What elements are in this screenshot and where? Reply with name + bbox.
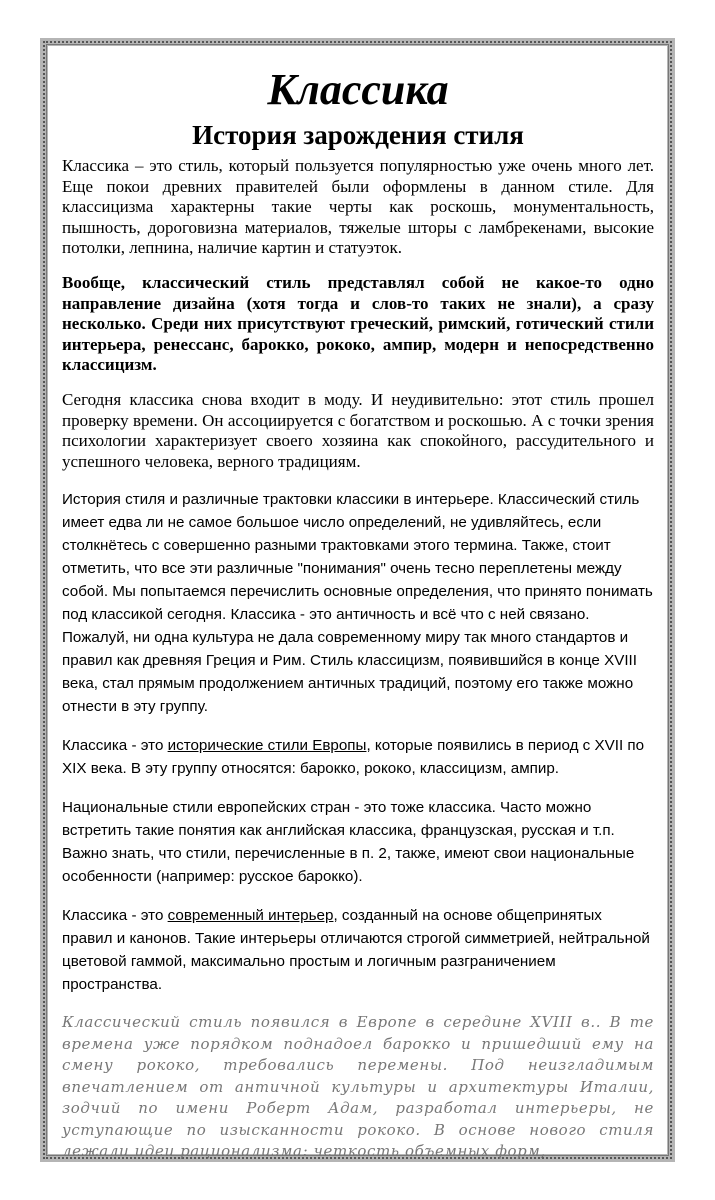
document-body [62,62,654,1163]
historical-styles-link[interactable]: исторические стили Европы [167,737,367,755]
paragraph-modern-interior [62,904,654,996]
text-after-link: , которые появились в период с XVII по XIX века. В эту группу относятся: барокко, рококо, классицизм, ампир. [62,737,645,778]
paragraph-national-styles: Национальные стили европейских стран - это тоже классика. Часто можно встретить такие понятия как английская классика, французская, русская и т.п. Важно знать, что стили, перечисленные в п. 2, также, имеют свои национальные особенности (например: русское барокко). [62,799,635,886]
page-subtitle: История зарождения стиля [192,120,524,150]
text-before-link: Классика - это [62,737,168,755]
paragraph-handwritten: Классический стиль появился в Европе в середине XVIII в.. В те времена уже порядком поднадоел барокко и пришедший ему на смену рококо, требовались перемены. Под неизгладимым впечатлением от античной культуры и архитектуры Италии, зодчий по имени Роберт Адам, разработал интерьеры, не уступающие по изысканности рококо. В основе нового стиля лежали идеи рационализма: четкость объемных форм, [62,1013,654,1161]
paragraph-historical-styles [62,734,654,780]
paragraph-today: Сегодня классика снова входит в моду. И неудивительно: этот стиль прошел проверку времени. Он ассоциируется с богатством и роскошью. А с точки зрения психологии характеризует своего хозяина как спокойного, рассудительного и успешного человека, верного традициям. [62,389,654,471]
text-before-link: Классика - это [62,907,168,925]
text-after-link: , созданный на основе общепринятых правил и канонов. Такие интерьеры отличаются строгой симметрией, нейтральной цветовой гаммой, максимально простым и логичным разграничением пространства. [62,907,650,994]
page-title: Классика [267,65,449,114]
paragraph-history: История стиля и различные трактовки классики в интерьере. Классический стиль имеет едва ли не самое большое число определений, не удивляйтесь, если столкнётесь с совершенно разными трактовками этого термина. Также, стоит отметить, что все эти различные "понимания" очень тесно переплетены между собой. Мы попытаемся перечислить основные определения, что принято понимать под классикой сегодня. Классика - это античность и всё что с ней связано. Пожалуй, ни одна культура не дала современному миру так много стандартов и правил как древняя Греция и Рим. Стиль классицизм, появившийся в конце XVIII века, стал прямым продолжением античных традиций, поэтому его также можно отнести в эту группу. [62,491,653,716]
modern-interior-link[interactable]: современный интерьер [167,907,334,925]
paragraph-intro: Классика – это стиль, который пользуется популярностью уже очень много лет. Еще покои древних правителей были оформлены в данном стиле. Для классицизма характерны такие черты как роскошь, монументальность, пышность, дороговизна материалов, тяжелые шторы с ламбрекенами, высокие потолки, лепнина, наличие картин и статуэток. [62,156,654,258]
paragraph-bold-styles: Вообще, классический стиль представлял собой не какое-то одно направление дизайна (хотя тогда и слов-то таких не знали), а сразу несколько. Среди них присутствуют греческий, римский, готический стили интерьера, ренессанс, барокко, рококо, ампир, модерн и непосредственно классицизм. [62,272,654,375]
